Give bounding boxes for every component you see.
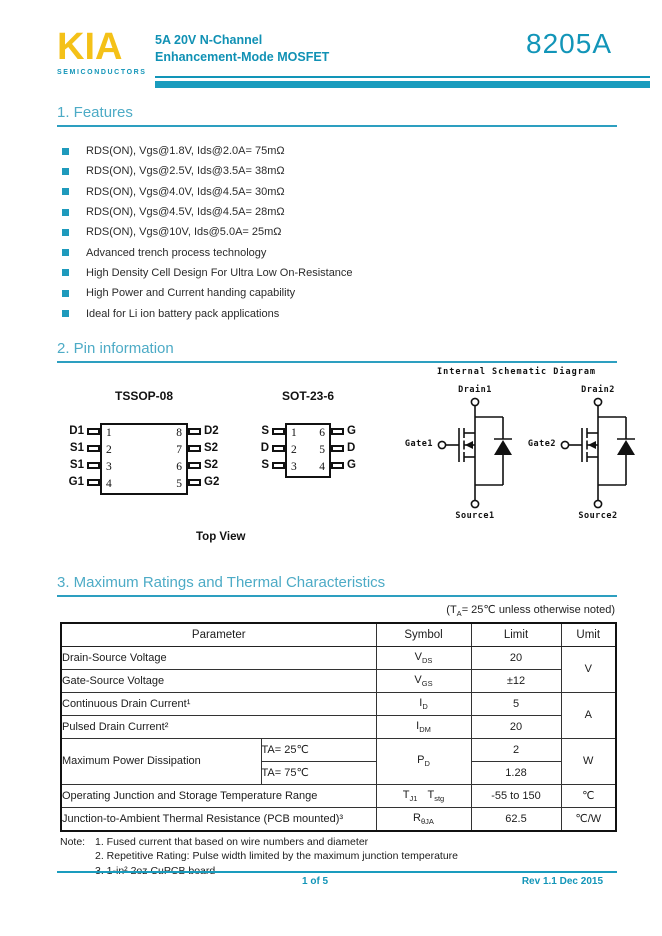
logo-subtext: SEMICONDUCTORS: [57, 69, 147, 76]
revision-label: Rev 1.1 Dec 2015: [521, 875, 603, 887]
feature-text: RDS(ON), Vgs@1.8V, Ids@2.0A= 75mΩ: [86, 145, 285, 158]
top-view-label: Top View: [196, 530, 246, 543]
pin-label: S1: [69, 458, 84, 471]
pin-number: 3: [291, 460, 297, 473]
pin-label: D1: [69, 424, 84, 437]
pin-stub: [188, 445, 201, 452]
feature-item: [62, 263, 617, 283]
pin-number: 7: [176, 443, 182, 456]
logo: [57, 28, 155, 88]
table-row: [61, 807, 616, 831]
feature-item: [62, 182, 617, 202]
mosfet-symbol: [560, 397, 650, 509]
limit-cell: 2: [471, 738, 561, 761]
pin-stub: [188, 428, 201, 435]
feature-text: Ideal for Li ion battery pack applications: [86, 307, 280, 320]
table-header-row: [61, 623, 616, 647]
test-condition: ($T_A=$ 25℃ unless otherwise noted): [446, 603, 615, 618]
document-title: [155, 28, 329, 66]
table-row: [61, 692, 616, 715]
page-number: 1 of 5: [302, 875, 329, 887]
package-tssop-title: TSSOP-08: [114, 388, 174, 403]
drain1-label: Drain1: [458, 384, 492, 395]
source1-label: Source1: [455, 510, 495, 521]
table-row: [61, 715, 616, 738]
feature-text: RDS(ON), Vgs@4.5V, Ids@4.5A= 28mΩ: [86, 206, 285, 219]
pin-stub: [87, 479, 100, 486]
pin-label: G: [347, 424, 356, 437]
col-header-symbol: Symbol: [376, 623, 471, 647]
pin-stub: [272, 428, 285, 435]
pin-label: G1: [68, 475, 84, 488]
pin-stub: [272, 445, 285, 452]
bullet-icon: [62, 290, 69, 297]
limit-cell: -55 to 150: [471, 784, 561, 807]
header: [0, 0, 662, 88]
part-number: 8205A: [526, 28, 612, 59]
pin-label: D2: [204, 424, 219, 437]
bullet-icon: [62, 148, 69, 155]
limit-cell: ±12: [471, 669, 561, 692]
feature-text: High Power and Current handing capability: [86, 287, 296, 300]
header-rule-thin: [155, 76, 650, 78]
limit-cell: 1.28: [471, 761, 561, 784]
condition-cell: TA= 25℃: [261, 738, 376, 761]
pin-stub: [87, 428, 100, 435]
feature-text: Advanced trench process technology: [86, 246, 267, 259]
bullet-icon: [62, 269, 69, 276]
condition-cell: TA= 75℃: [261, 761, 376, 784]
pin-stub: [188, 462, 201, 469]
feature-item: [62, 222, 617, 242]
pin-number: 6: [319, 426, 325, 439]
limit-cell: 5: [471, 692, 561, 715]
parameter-cell: Drain-Source Voltage: [61, 646, 376, 669]
parameter-cell: Pulsed Drain Current²: [61, 715, 376, 738]
package-tssop: [58, 389, 230, 495]
schematic-title: Internal Schematic Diagram: [437, 366, 597, 377]
pin-number: 4: [319, 460, 325, 473]
parameter-cell: Gate-Source Voltage: [61, 669, 376, 692]
pin-stub: [188, 479, 201, 486]
feature-item: [62, 242, 617, 262]
pin-info-section: [0, 363, 662, 568]
unit-cell: V: [561, 646, 616, 692]
feature-text: RDS(ON), Vgs@2.5V, Ids@3.5A= 38mΩ: [86, 165, 285, 178]
bullet-icon: [62, 188, 69, 195]
feature-item: [62, 303, 617, 323]
symbol-cell: $P_D$: [376, 738, 471, 784]
mosfet-1: [397, 385, 537, 530]
pin-number: 3: [106, 460, 112, 473]
bullet-icon: [62, 229, 69, 236]
table-row: [61, 646, 616, 669]
bullet-icon: [62, 168, 69, 175]
feature-item: [62, 161, 617, 181]
drain2-label: Drain2: [581, 384, 615, 395]
bullet-icon: [62, 209, 69, 216]
pin-number: 8: [176, 426, 182, 439]
pin-number: 1: [291, 426, 297, 439]
unit-cell: ℃: [561, 784, 616, 807]
pin-number: 2: [291, 443, 297, 456]
gate2-label: Gate2: [527, 438, 556, 449]
tssop-chip-body: [100, 423, 188, 495]
pin-number: 5: [319, 443, 325, 456]
unit-cell: ℃/W: [561, 807, 616, 831]
symbol-cell: $V_{GS}$: [376, 669, 471, 692]
features-list: [62, 141, 617, 324]
pin-label: G: [347, 458, 356, 471]
pin-label: S: [261, 458, 269, 471]
pin-stub: [272, 462, 285, 469]
pin-label: S2: [204, 441, 219, 454]
col-header-limit: Limit: [471, 623, 561, 647]
pin-info-heading: 2. Pin information: [57, 340, 617, 363]
title-line-2: Enhancement-Mode MOSFET: [155, 50, 330, 64]
pin-number: 1: [106, 426, 112, 439]
parameter-cell: Maximum Power Dissipation: [61, 738, 261, 784]
footer: [57, 871, 617, 889]
pin-stub: [87, 445, 100, 452]
pin-label: S2: [204, 458, 219, 471]
table-row: [61, 784, 616, 807]
symbol-cell: $R_{\theta JA}$: [376, 807, 471, 831]
feature-item: [62, 141, 617, 161]
internal-schematic: [395, 367, 660, 567]
parameter-cell: Junction-to-Ambient Thermal Resistance (PCB mounted)³: [61, 807, 376, 831]
pin-stub: [331, 445, 344, 452]
limit-cell: 62.5: [471, 807, 561, 831]
source2-label: Source2: [578, 510, 618, 521]
package-sot23-title: SOT-23-6: [281, 388, 335, 403]
features-heading: 1. Features: [57, 104, 617, 127]
bullet-icon: [62, 310, 69, 317]
col-header-parameter: Parameter: [61, 623, 376, 647]
pin-stub: [331, 462, 344, 469]
symbol-cell: $I_D$: [376, 692, 471, 715]
feature-text: RDS(ON), Vgs@10V, Ids@5.0A= 25mΩ: [86, 226, 282, 239]
pin-number: 6: [176, 460, 182, 473]
pin-label: D: [260, 441, 269, 454]
note-item: 1. Fused current that based on wire numbers and diameter: [95, 835, 369, 848]
logo-text: KIA: [57, 26, 123, 68]
pin-label: S1: [69, 441, 84, 454]
sot23-chip-body: [285, 423, 331, 478]
mosfet-2: [520, 385, 660, 530]
header-main: [155, 28, 650, 88]
symbol-cell: $I_{DM}$: [376, 715, 471, 738]
title-line-1: 5A 20V N-Channel: [155, 33, 263, 47]
feature-item: [62, 283, 617, 303]
pin-stub: [331, 428, 344, 435]
gate1-label: Gate1: [404, 438, 433, 449]
table-row: [61, 669, 616, 692]
header-rule-thick: [155, 81, 650, 88]
col-header-unit: Umit: [561, 623, 616, 647]
feature-item: [62, 202, 617, 222]
pin-label: G2: [204, 475, 220, 488]
parameter-cell: Continuous Drain Current¹: [61, 692, 376, 715]
table-row: [61, 738, 616, 761]
parameter-cell: Operating Junction and Storage Temperature Range: [61, 784, 376, 807]
feature-text: RDS(ON), Vgs@4.0V, Ids@4.5A= 30mΩ: [86, 185, 285, 198]
pin-number: 5: [176, 477, 182, 490]
pin-stub: [87, 462, 100, 469]
pin-label: D: [347, 441, 356, 454]
package-sot23: [243, 389, 373, 478]
mosfet-symbol: [437, 397, 527, 509]
ratings-heading: 3. Maximum Ratings and Thermal Characteristics: [57, 574, 617, 597]
bullet-icon: [62, 249, 69, 256]
symbol-cell: $V_{DS}$: [376, 646, 471, 669]
pin-label: S: [261, 424, 269, 437]
symbol-cell: $T_{J1}$ $T_{stg}$: [376, 784, 471, 807]
unit-cell: A: [561, 692, 616, 738]
limit-cell: 20: [471, 646, 561, 669]
pin-number: 2: [106, 443, 112, 456]
note-label: Note:: [60, 835, 86, 848]
ratings-table: [60, 622, 617, 832]
note-item: 2. Repetitive Rating: Pulse width limited by the maximum junction temperature: [95, 850, 458, 863]
limit-cell: 20: [471, 715, 561, 738]
unit-cell: W: [561, 738, 616, 784]
feature-text: High Density Cell Design For Ultra Low On-Resistance: [86, 266, 353, 279]
pin-number: 4: [106, 477, 112, 490]
